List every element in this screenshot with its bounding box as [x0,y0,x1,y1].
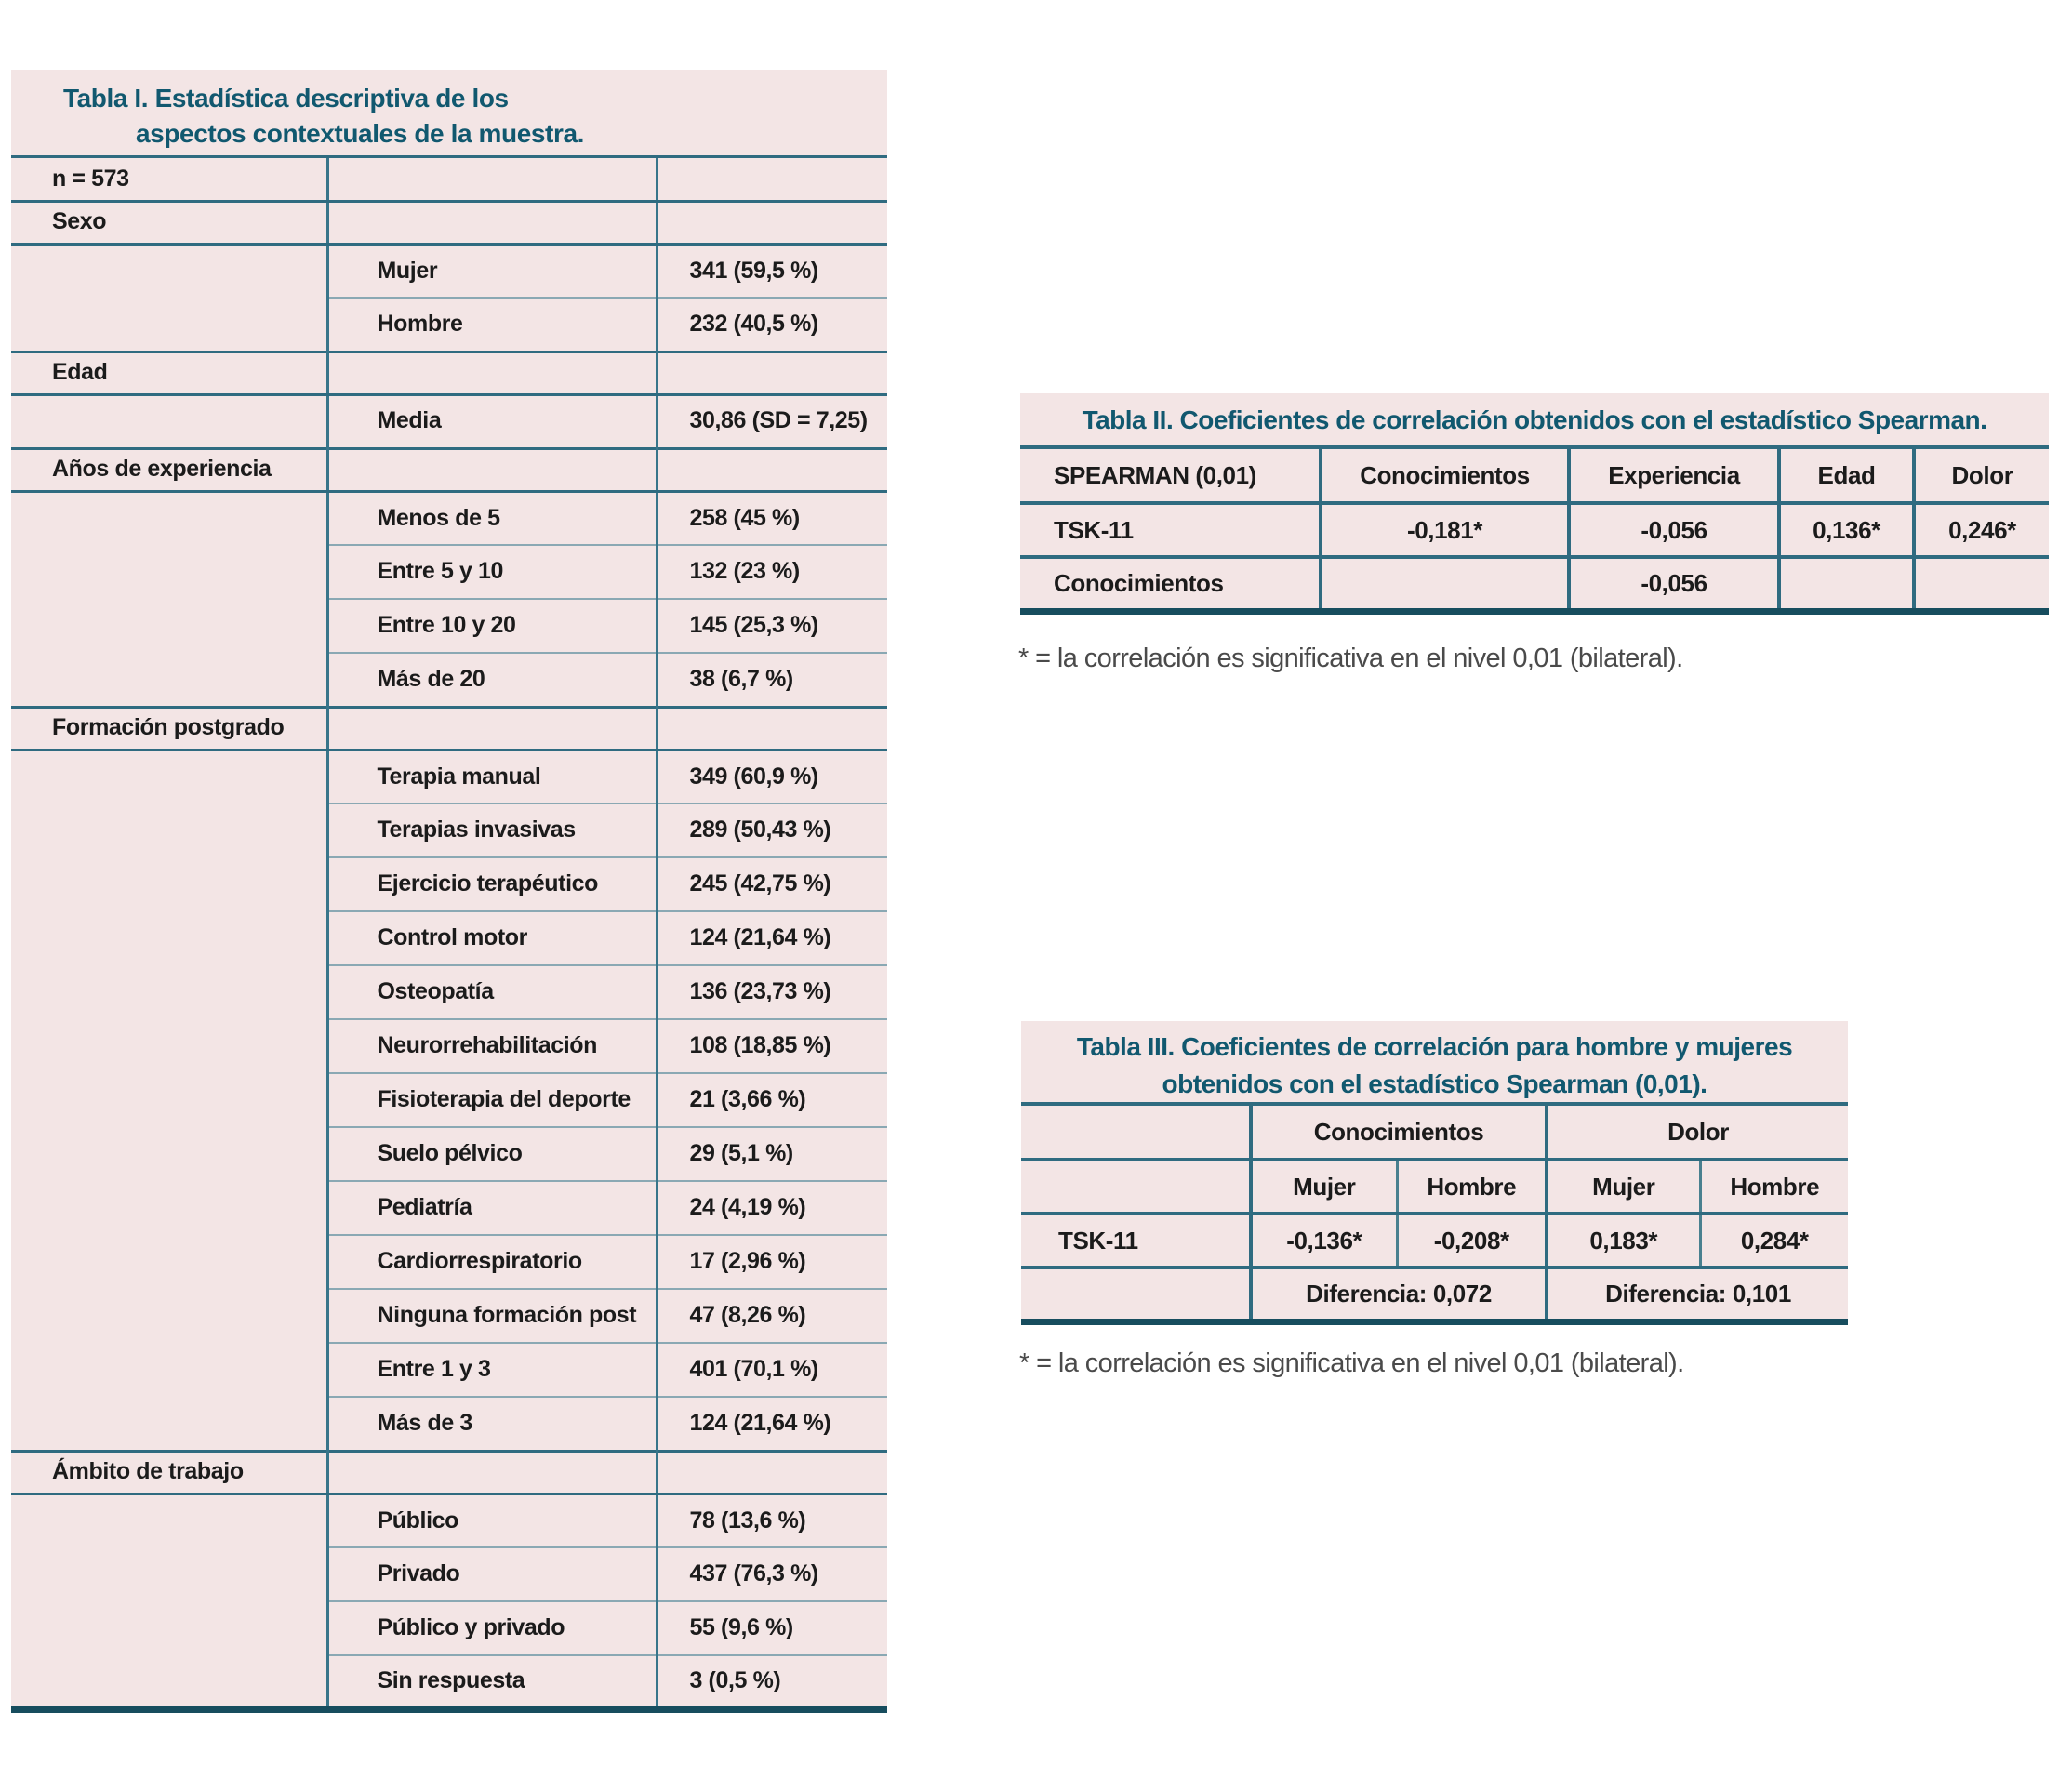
row-spacer-cell [11,911,327,965]
row-spacer-cell [11,965,327,1019]
group-header-cell: Dolor [1547,1106,1848,1160]
table1-title-line2: aspectos contextuales de la muestra. [136,119,585,148]
item-value-cell [657,1451,887,1493]
header-rowhead-cell: SPEARMAN (0,01) [1020,449,1321,503]
table2-row [1020,557,2049,611]
row-spacer-cell [11,1343,327,1397]
section-label-cell: Sexo [11,201,327,244]
table1-row [11,1601,887,1655]
item-label-cell: Sin respuesta [327,1655,657,1709]
item-label-cell: Entre 5 y 10 [327,545,657,599]
row-spacer-cell [11,244,327,298]
item-value-cell: 21 (3,66 %) [657,1073,887,1127]
value-cell: -0,056 [1569,503,1779,557]
item-value-cell [657,158,887,201]
sub-header-cell: Mujer [1251,1160,1397,1214]
value-cell: -0,136* [1251,1214,1397,1268]
sub-header-cell: Hombre [1397,1160,1547,1214]
item-label-cell: Público [327,1493,657,1547]
item-value-cell: 38 (6,7 %) [657,653,887,707]
table3-title-line1: Tabla III. Coeficientes de correlación para hombre y mujeres [1076,1032,1793,1061]
item-value-cell: 124 (21,64 %) [657,911,887,965]
value-cell: 0,284* [1700,1214,1848,1268]
sub-header-cell: Mujer [1547,1160,1700,1214]
table1-row [11,491,887,545]
value-cell: 0,183* [1547,1214,1700,1268]
item-label-cell [327,448,657,491]
item-value-cell: 3 (0,5 %) [657,1655,887,1709]
item-value-cell: 78 (13,6 %) [657,1493,887,1547]
table1-title-line1: Tabla I. Estadística descriptiva de los [63,84,509,113]
item-label-cell [327,1451,657,1493]
table1-row [11,599,887,653]
row-spacer-cell [11,653,327,707]
item-label-cell: Osteopatía [327,965,657,1019]
item-value-cell: 17 (2,96 %) [657,1235,887,1289]
table2-row [1020,503,2049,557]
item-value-cell: 437 (76,3 %) [657,1547,887,1601]
row-spacer-cell [11,750,327,803]
table3-title-line2: obtenidos con el estadístico Spearman (0,01). [1162,1069,1707,1098]
item-value-cell: 232 (40,5 %) [657,298,887,352]
value-cell: -0,181* [1321,503,1569,557]
value-cell: 0,246* [1914,503,2049,557]
item-label-cell [327,352,657,394]
table1-row [11,803,887,857]
row-spacer-cell [11,1601,327,1655]
item-label-cell: Ejercicio terapéutico [327,857,657,911]
item-value-cell: 349 (60,9 %) [657,750,887,803]
table3-title [1021,1021,1848,1106]
item-label-cell: Media [327,394,657,448]
item-value-cell: 245 (42,75 %) [657,857,887,911]
item-label-cell: Terapia manual [327,750,657,803]
sub-header-cell: Hombre [1700,1160,1848,1214]
item-label-cell: Privado [327,1547,657,1601]
table2-header-row [1020,449,2049,503]
row-spacer-cell [11,1493,327,1547]
row-spacer-cell [11,298,327,352]
row-label-cell: Conocimientos [1054,568,1224,597]
table1-row [11,1019,887,1073]
table1-row [11,1397,887,1451]
group-header-cell: Conocimientos [1251,1106,1547,1160]
table1-row [11,352,887,394]
item-label-cell: Hombre [327,298,657,352]
sub-spacer-cell [1021,1160,1251,1214]
item-value-cell: 145 (25,3 %) [657,599,887,653]
item-label-cell: Entre 1 y 3 [327,1343,657,1397]
item-value-cell: 108 (18,85 %) [657,1019,887,1073]
item-value-cell: 401 (70,1 %) [657,1343,887,1397]
value-cell [1779,557,1914,611]
row-spacer-cell [11,1547,327,1601]
header-cell: Edad [1779,449,1914,503]
table1-row [11,1493,887,1547]
table3-footnote: * = la correlación es significativa en el nivel 0,01 (bilateral). [1019,1348,1684,1378]
item-label-cell: Neurorrehabilitación [327,1019,657,1073]
table1-row [11,244,887,298]
section-label-cell: Formación postgrado [11,707,327,750]
item-value-cell [657,352,887,394]
row-spacer-cell [11,394,327,448]
item-value-cell [657,201,887,244]
item-value-cell [657,448,887,491]
table2-footnote: * = la correlación es significativa en el nivel 0,01 (bilateral). [1018,644,1683,673]
value-cell [1914,557,2049,611]
table1-row [11,707,887,750]
table1-row [11,448,887,491]
item-label-cell: Ninguna formación post [327,1289,657,1343]
table1-row [11,201,887,244]
value-cell [1321,557,1569,611]
item-label-cell [327,201,657,244]
table2 [1020,449,2049,615]
row-spacer-cell [11,803,327,857]
table1-row [11,750,887,803]
item-value-cell: 24 (4,19 %) [657,1181,887,1235]
table1-row [11,1181,887,1235]
table1-row [11,298,887,352]
item-label-cell: Control motor [327,911,657,965]
table2-title: Tabla II. Coeficientes de correlación obtenidos con el estadístico Spearman. [1020,393,2049,449]
item-value-cell: 29 (5,1 %) [657,1127,887,1181]
table1-row [11,1127,887,1181]
item-label-cell: Suelo pélvico [327,1127,657,1181]
item-label-cell [327,158,657,201]
item-value-cell: 30,86 (SD = 7,25) [657,394,887,448]
row-spacer-cell [11,1127,327,1181]
row-spacer-cell [11,1397,327,1451]
diff-spacer-cell [1021,1268,1251,1321]
item-label-cell [327,707,657,750]
item-value-cell: 47 (8,26 %) [657,1289,887,1343]
item-value-cell: 124 (21,64 %) [657,1397,887,1451]
item-label-cell: Pediatría [327,1181,657,1235]
item-label-cell: Público y privado [327,1601,657,1655]
table3-value-row [1021,1214,1848,1268]
value-cell: 0,136* [1779,503,1914,557]
table1-row [11,545,887,599]
table1 [11,158,887,1713]
item-value-cell: 132 (23 %) [657,545,887,599]
item-value-cell: 55 (9,6 %) [657,1601,887,1655]
item-value-cell [657,707,887,750]
row-spacer-cell [11,1181,327,1235]
value-cell: -0,208* [1397,1214,1547,1268]
row-spacer-cell [11,1019,327,1073]
item-value-cell: 341 (59,5 %) [657,244,887,298]
table3 [1021,1106,1848,1325]
difference-cell: Diferencia: 0,072 [1251,1268,1547,1321]
difference-cell: Diferencia: 0,101 [1547,1268,1848,1321]
table1-row [11,394,887,448]
item-label-cell: Cardiorrespiratorio [327,1235,657,1289]
item-label-cell: Menos de 5 [327,491,657,545]
section-label-cell: Años de experiencia [11,448,327,491]
header-cell: Dolor [1914,449,2049,503]
table3-sub-header-row [1021,1160,1848,1214]
item-label-cell: Entre 10 y 20 [327,599,657,653]
table1-card [11,70,887,1713]
group-spacer-cell [1021,1106,1251,1160]
section-label-cell: Ámbito de trabajo [11,1451,327,1493]
table1-row [11,857,887,911]
row-spacer-cell [11,1073,327,1127]
table1-row [11,1235,887,1289]
row-spacer-cell [11,857,327,911]
item-label-cell: Fisioterapia del deporte [327,1073,657,1127]
header-cell: Experiencia [1569,449,1779,503]
item-label-cell: Más de 3 [327,1397,657,1451]
item-label-cell: Más de 20 [327,653,657,707]
table1-row [11,911,887,965]
table1-row [11,1655,887,1709]
row-spacer-cell [11,1289,327,1343]
row-label-cell: TSK-11 [1020,503,1321,557]
table1-row [11,1547,887,1601]
value-cell: -0,056 [1569,557,1779,611]
item-label-cell: Mujer [327,244,657,298]
table1-row [11,1451,887,1493]
row-spacer-cell [11,1235,327,1289]
table1-row [11,158,887,201]
item-value-cell: 136 (23,73 %) [657,965,887,1019]
table3-group-header-row [1021,1106,1848,1160]
table1-row [11,965,887,1019]
header-cell: Conocimientos [1321,449,1569,503]
item-value-cell: 289 (50,43 %) [657,803,887,857]
table1-title [11,70,887,158]
section-label-cell: n = 573 [11,158,327,201]
table3-difference-row [1021,1268,1848,1321]
table3-card [1021,1021,1848,1325]
table2-card [1020,393,2049,615]
item-value-cell: 258 (45 %) [657,491,887,545]
table1-row [11,1343,887,1397]
row-spacer-cell [11,545,327,599]
section-label-cell: Edad [11,352,327,394]
item-label-cell: Terapias invasivas [327,803,657,857]
table1-row [11,653,887,707]
row-spacer-cell [11,1655,327,1709]
row-label-cell: TSK-11 [1021,1214,1251,1268]
row-spacer-cell [11,599,327,653]
row-spacer-cell [11,491,327,545]
table1-row [11,1289,887,1343]
table1-row [11,1073,887,1127]
